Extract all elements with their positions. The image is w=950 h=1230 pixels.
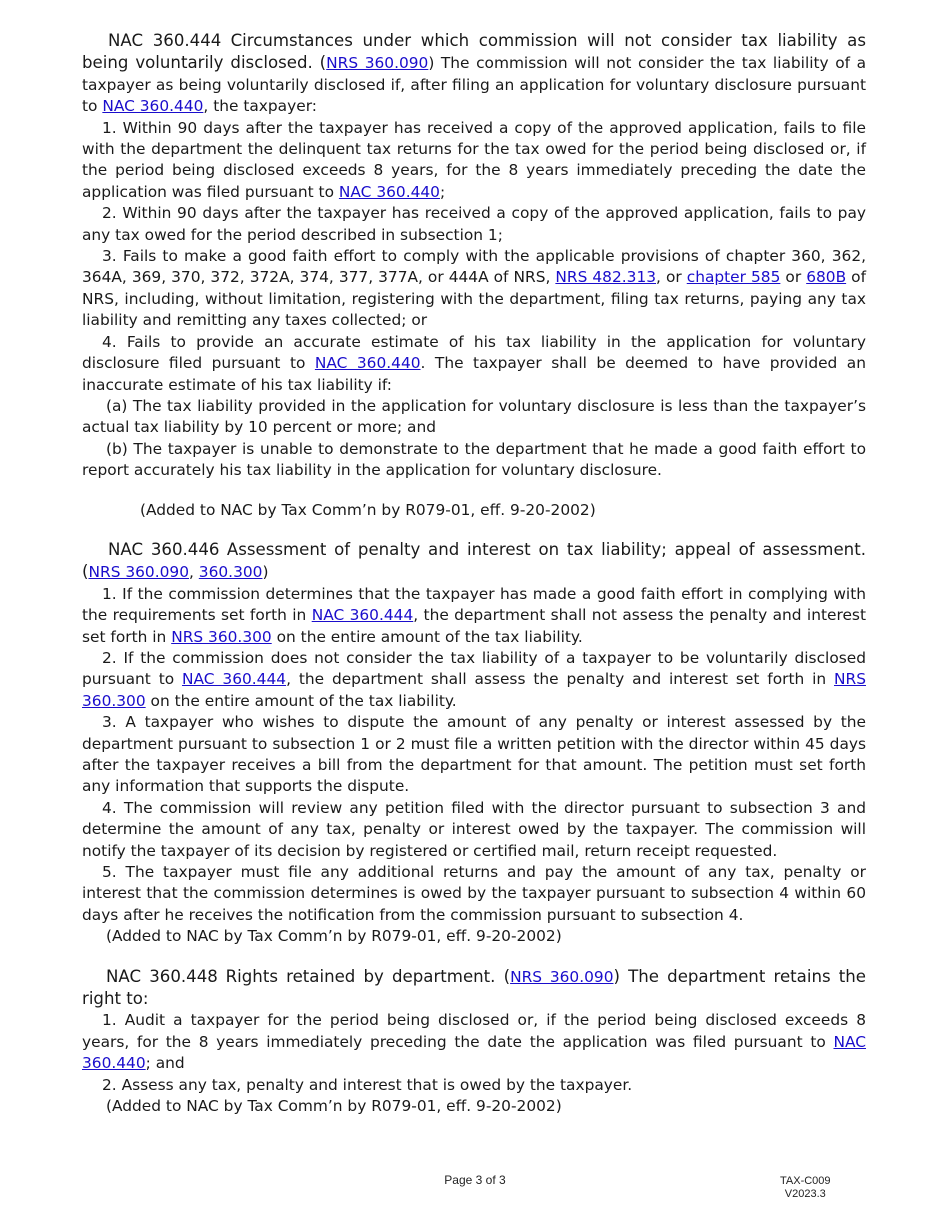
subsection-end: on the entire amount of the tax liability. [271,627,583,646]
link-separator: , [189,563,199,582]
history-note: (Added to NAC by Tax Comm’n by R079-01, eff. 9-20-2002) [106,1097,562,1116]
link-nrs-360-090[interactable]: NRS 360.090 [88,563,189,582]
link-nrs-360-300[interactable]: NRS 360.300 [171,627,272,646]
link-nac-360-440[interactable]: NAC 360.440 [314,354,421,373]
subsection-end: of NRS, including, without limitation, registering with the department, filing tax returns, paying any tax liability and remitting any taxes collected; or [82,268,866,330]
section-448-heading [82,966,866,1011]
section-number: NAC 360.444 [108,31,222,50]
subsection-text: , the department shall assess the penalty and interest set forth in [286,670,834,689]
link-nac-360-440[interactable]: NAC 360.440 [102,97,204,116]
page-number: Page 3 of 3 [444,1173,506,1187]
link-nrs-360-090[interactable]: NRS 360.090 [326,54,429,73]
subsection-3: 3. A taxpayer who wishes to dispute the amount of any penalty or interest assessed by the department pursuant to subsection 1 or 2 must file a written petition with the director within 45 days after the taxpayer receives a bill from the department for that amount. The petition must set forth any information that supports the dispute. [82,713,866,796]
spacer [82,482,866,500]
subsection-text: 2. If the commission does not consider the tax liability of a taxpayer to be voluntarily disclosed pursuant to [82,648,866,689]
subsection-text: 3. Fails to make a good faith effort to comply with the applicable provisions of chapter 360, 362, 364A, 369, 370, 372, 372A, 374, 377, 377A, or 444A of NRS, [82,247,866,287]
subsection-text: or [780,268,807,287]
subsection-2: 2. Assess any tax, penalty and interest that is owed by the taxpayer. [102,1075,633,1094]
spacer [82,521,866,539]
link-nac-360-440[interactable]: NAC 360.440 [82,1032,866,1073]
heading-end: ) The department retains the right to: [82,966,866,1009]
subsection-2: 2. Within 90 days after the taxpayer has received a copy of the approved application, fails to pay any tax owed for the period described in subsection 1; [82,204,866,244]
spacer [82,948,866,966]
link-nac-360-440[interactable]: NAC 360.440 [338,182,440,201]
link-nac-360-444[interactable]: NAC 360.444 [311,606,414,625]
heading-end: ) [262,563,269,582]
history-note: (Added to NAC by Tax Comm’n by R079-01, eff. 9-20-2002) [140,500,596,519]
form-code: TAX-C009 [780,1175,831,1187]
subsection-1 [82,584,866,648]
paragraph-4b: (b) The taxpayer is unable to demonstrate to the department that he made a good faith effort to report accurately his tax liability in the application for voluntary disclosure. [82,439,866,480]
subsection-end: ; [439,182,446,201]
subsection-end: on the entire amount of the tax liability. [145,691,457,710]
subsection-end: . The taxpayer shall be deemed to have provided an inaccurate estimate of his tax liability if: [82,354,866,394]
section-title: Rights retained by department. ( [225,966,511,986]
subsection-1 [82,118,866,204]
paragraph-4a: (a) The tax liability provided in the application for voluntary disclosure is less than the taxpayer’s actual tax liability by 10 percent or more; and [82,396,866,437]
subsection-1 [82,1010,866,1074]
link-360-300[interactable]: 360.300 [198,563,263,582]
subsection-2 [82,648,866,712]
section-title: Assessment of penalty and interest on tax liability; appeal of assessment. ( [82,539,866,582]
link-680b[interactable]: 680B [806,268,847,287]
section-intro-text: ) The commission will not consider the tax liability of a taxpayer as being voluntarily disclosed if, after filing an application for voluntary disclosure pursuant to [82,54,867,116]
section-446-heading [82,539,866,584]
history-note: (Added to NAC by Tax Comm’n by R079-01, eff. 9-20-2002) [106,927,562,946]
subsection-5: 5. The taxpayer must file any additional returns and pay the amount of any tax, penalty or interest that the commission determines is owed by the taxpayer pursuant to subsection 4 within 60 days after he receives the notification from the commission pursuant to subsection 4. [82,863,866,924]
subsection-3 [82,246,866,332]
form-version: V2023.3 [784,1188,826,1200]
subsection-text: 1. If the commission determines that the taxpayer has made a good faith effort in complying with the requirements set forth in [82,584,866,625]
link-nac-360-444[interactable]: NAC 360.444 [182,670,287,689]
subsection-text: 1. Within 90 days after the taxpayer has received a copy of the approved application, fails to file with the department the delinquent tax returns for the tax owed for the period being disclosed or, if the period being disclosed exceeds 8 years, for the 8 years immediately preceding the date the application was filed pursuant to [82,118,866,201]
link-nrs-360-300[interactable]: NRS 360.300 [82,670,866,710]
subsection-text: , the department shall not assess the penalty and interest set forth in [82,606,866,646]
subsection-4 [82,332,866,396]
subsection-text: 1. Audit a taxpayer for the period being disclosed or, if the period being disclosed exceeds 8 years, for the 8 years immediately preceding the date the application was filed pursuant to [82,1011,866,1051]
section-number: NAC 360.446 [108,539,220,559]
form-code-block [780,1175,831,1201]
link-nrs-482-313[interactable]: NRS 482.313 [555,268,657,287]
link-nrs-360-090[interactable]: NRS 360.090 [510,967,614,986]
document-body [82,30,866,1118]
subsection-text: 4. Fails to provide an accurate estimate of his tax liability in the application for voluntary disclosure filed pursuant to [82,332,866,373]
section-title: Circumstances under which commission will not consider tax liability as being voluntarily disclosed. ( [82,31,866,73]
subsection-4: 4. The commission will review any petition filed with the director pursuant to subsection 3 and determine the amount of any tax, penalty or interest owed by the taxpayer. The commission will notify the taxpayer of its decision by registered or certified mail, return receipt requested. [82,798,866,860]
link-chapter-585[interactable]: chapter 585 [686,268,781,287]
section-444-heading [82,30,866,118]
subsection-text: , or [656,268,687,287]
section-intro-end: , the taxpayer: [203,97,317,116]
subsection-end: ; and [145,1054,185,1073]
section-number: NAC 360.448 [106,966,218,986]
